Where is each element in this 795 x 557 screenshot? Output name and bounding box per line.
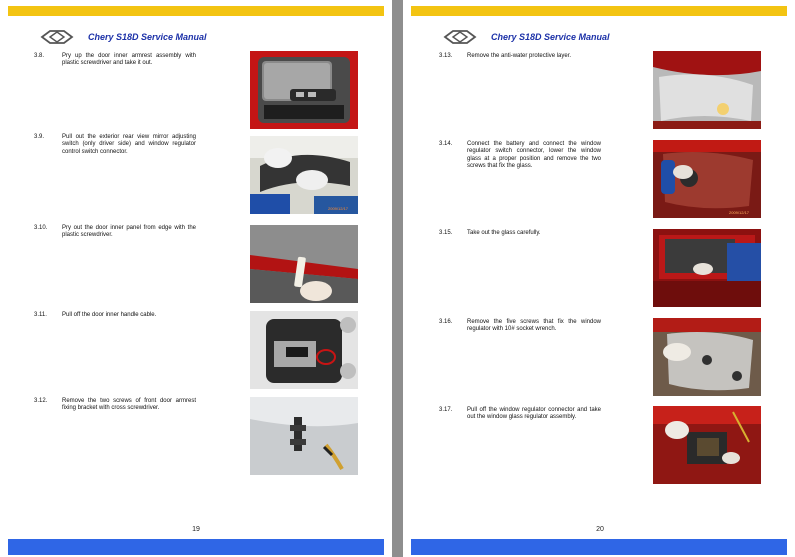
step-3-14 (439, 141, 601, 171)
step-number: 3.17. (439, 407, 453, 413)
photo-armrest-bracket (250, 397, 358, 475)
step-number: 3.12. (34, 398, 48, 404)
step-text: Remove the two screws of front door armrest fixing bracket with cross screwdriver. (62, 398, 196, 412)
step-text: Pull off the window regulator connector and take out the window glass regulator assembly. (467, 407, 601, 421)
footer-blue-bar (411, 539, 787, 555)
chery-logo-icon (40, 29, 74, 45)
step-number: 3.13. (439, 53, 453, 59)
page-gutter (392, 0, 403, 557)
step-text: Remove the five screws that fix the window regulator with 10# socket wrench. (467, 319, 601, 333)
step-text: Pull off the door inner handle cable. (62, 312, 157, 318)
step-3-9 (34, 134, 196, 156)
step-text: Pull out the exterior rear view mirror adjusting switch (only driver side) and window regulator control switch connector. (62, 134, 196, 155)
page-number: 20 (596, 526, 604, 533)
footer-blue-bar (8, 539, 384, 555)
header-yellow-bar (411, 6, 787, 16)
page-header (443, 28, 610, 46)
step-text: Connect the battery and connect the window regulator switch connector, lower the window glass at a proper position and remove the two screws that fix the glass. (467, 141, 601, 170)
step-number: 3.11. (34, 312, 47, 318)
photo-door-panel (250, 225, 358, 303)
photo-mirror-switch (250, 136, 358, 214)
photo-armrest (250, 51, 358, 129)
photo-window-screws (653, 140, 761, 218)
photo-glass-removal (653, 229, 761, 307)
photo-regulator-assembly (653, 406, 761, 484)
step-3-15 (439, 230, 601, 237)
step-number: 3.9. (34, 134, 45, 140)
step-3-16 (439, 319, 601, 334)
page-header (40, 28, 207, 46)
step-text: Pry up the door inner armrest assembly with plastic screwdriver and take it out. (62, 53, 196, 67)
step-number: 3.14. (439, 141, 453, 147)
step-3-10 (34, 225, 196, 240)
step-number: 3.8. (34, 53, 45, 59)
svg-text:2009/12/17: 2009/12/17 (328, 206, 349, 211)
chery-logo-icon (443, 29, 477, 45)
step-text: Pry out the door inner panel from edge with the plastic screwdriver. (62, 225, 196, 239)
manual-title: Chery S18D Service Manual (491, 32, 610, 42)
document-page-19 (0, 0, 392, 557)
step-number: 3.10. (34, 225, 48, 231)
page-number: 19 (192, 526, 200, 533)
step-text: Take out the glass carefully. (467, 230, 541, 236)
photo-handle-cable (250, 311, 358, 389)
step-number: 3.16. (439, 319, 453, 325)
step-3-13 (439, 53, 601, 60)
photo-protective-layer (653, 51, 761, 129)
step-3-17 (439, 407, 601, 422)
document-page-20 (403, 0, 795, 557)
step-number: 3.15. (439, 230, 453, 236)
step-text: Remove the anti-water protective layer. (467, 53, 572, 59)
step-3-11 (34, 312, 196, 319)
svg-text:2009/12/17: 2009/12/17 (729, 210, 750, 215)
header-yellow-bar (8, 6, 384, 16)
step-3-8 (34, 53, 196, 68)
step-3-12 (34, 398, 196, 413)
photo-regulator-screws (653, 318, 761, 396)
manual-title: Chery S18D Service Manual (88, 32, 207, 42)
